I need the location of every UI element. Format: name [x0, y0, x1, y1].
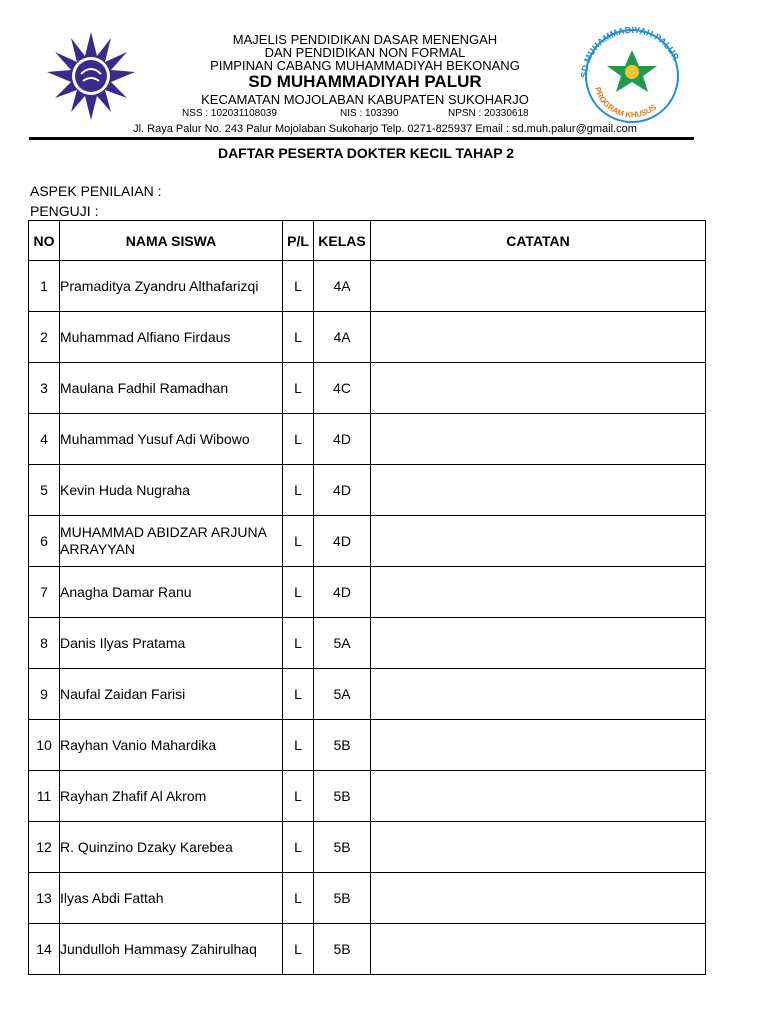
kop-line-5: KECAMATAN MOJOLABAN KABUPATEN SUKOHARJO: [201, 92, 529, 107]
student-name: Anagha Damar Ranu: [60, 567, 283, 618]
class: 4D: [314, 516, 371, 567]
row-number: 13: [29, 873, 60, 924]
row-number: 11: [29, 771, 60, 822]
gender: L: [283, 363, 314, 414]
header-kelas: KELAS: [314, 221, 371, 261]
class: 5B: [314, 924, 371, 975]
student-name: Muhammad Alfiano Firdaus: [60, 312, 283, 363]
kop-line-1: MAJELIS PENDIDIKAN DASAR MENENGAH: [232, 32, 498, 47]
nss-label: NSS : 102031108039: [182, 108, 277, 119]
class: 5B: [314, 873, 371, 924]
school-address: Jl. Raya Palur No. 243 Palur Mojolaban Sukoharjo Telp. 0271-825937 Email : sd.muh.palur@gmail.com: [133, 123, 637, 135]
notes-cell[interactable]: [371, 414, 706, 465]
header-catatan: CATATAN: [371, 221, 706, 261]
gender: L: [283, 924, 314, 975]
student-name: Rayhan Zhafif Al Akrom: [60, 771, 283, 822]
svg-text:PROGRAM KHUSUS: [593, 86, 659, 120]
gender: L: [283, 261, 314, 312]
kop-line-3: PIMPINAN CABANG MUHAMMADIYAH BEKONANG: [210, 58, 520, 73]
header-pl: P/L: [283, 221, 314, 261]
notes-cell[interactable]: [371, 771, 706, 822]
notes-cell[interactable]: [371, 465, 706, 516]
row-number: 3: [29, 363, 60, 414]
header-no: NO: [29, 221, 60, 261]
muhammadiyah-logo-icon: [36, 30, 146, 122]
row-number: 12: [29, 822, 60, 873]
class: 4C: [314, 363, 371, 414]
participant-table: [28, 220, 706, 975]
student-name: Muhammad Yusuf Adi Wibowo: [60, 414, 283, 465]
sd-muhammadiyah-palur-logo-icon: [573, 26, 691, 126]
student-name: Maulana Fadhil Ramadhan: [60, 363, 283, 414]
row-number: 8: [29, 618, 60, 669]
class: 4A: [314, 261, 371, 312]
class: 5B: [314, 822, 371, 873]
student-name: Rayhan Vanio Mahardika: [60, 720, 283, 771]
notes-cell[interactable]: [371, 822, 706, 873]
student-name: Ilyas Abdi Fattah: [60, 873, 283, 924]
class: 4D: [314, 567, 371, 618]
row-number: 7: [29, 567, 60, 618]
table-row: [29, 720, 706, 771]
row-number: 6: [29, 516, 60, 567]
table-row: [29, 414, 706, 465]
class: 5B: [314, 771, 371, 822]
gender: L: [283, 312, 314, 363]
table-row: [29, 924, 706, 975]
class: 4D: [314, 465, 371, 516]
class: 5A: [314, 618, 371, 669]
row-number: 1: [29, 261, 60, 312]
gender: L: [283, 873, 314, 924]
table-row: [29, 363, 706, 414]
notes-cell[interactable]: [371, 669, 706, 720]
notes-cell[interactable]: [371, 516, 706, 567]
gender: L: [283, 618, 314, 669]
letterhead-divider: [29, 137, 694, 140]
logo-arc-bottom: PROGRAM KHUSUS: [592, 85, 659, 120]
class: 5B: [314, 720, 371, 771]
page-title: DAFTAR PESERTA DOKTER KECIL TAHAP 2: [217, 145, 515, 161]
gender: L: [283, 771, 314, 822]
gender: L: [283, 465, 314, 516]
table-row: [29, 312, 706, 363]
notes-cell[interactable]: [371, 261, 706, 312]
gender: L: [283, 414, 314, 465]
row-number: 4: [29, 414, 60, 465]
student-name: MUHAMMAD ABIDZAR ARJUNA ARRAYYAN: [60, 516, 283, 567]
school-name: SD MUHAMMADIYAH PALUR: [248, 72, 482, 91]
table-row: [29, 771, 706, 822]
gender: L: [283, 567, 314, 618]
header-nama-siswa: NAMA SISWA: [60, 221, 283, 261]
student-name: R. Quinzino Dzaky Karebea: [60, 822, 283, 873]
row-number: 5: [29, 465, 60, 516]
table-header-row: [29, 221, 706, 261]
notes-cell[interactable]: [371, 567, 706, 618]
notes-cell[interactable]: [371, 312, 706, 363]
student-name: Jundulloh Hammasy Zahirulhaq: [60, 924, 283, 975]
logo-arc-top: SD MUHAMMADIYAH PALUR: [578, 26, 681, 79]
class: 4D: [314, 414, 371, 465]
gender: L: [283, 669, 314, 720]
notes-cell[interactable]: [371, 618, 706, 669]
notes-cell[interactable]: [371, 924, 706, 975]
student-name: Kevin Huda Nugraha: [60, 465, 283, 516]
row-number: 14: [29, 924, 60, 975]
table-row: [29, 618, 706, 669]
table-row: [29, 465, 706, 516]
nis-label: NIS : 103390: [340, 108, 399, 119]
kop-line-2: DAN PENDIDIKAN NON FORMAL: [264, 45, 466, 60]
notes-cell[interactable]: [371, 873, 706, 924]
npsn-label: NPSN : 20330618: [448, 108, 529, 119]
student-name: Naufal Zaidan Farisi: [60, 669, 283, 720]
table-row: [29, 516, 706, 567]
student-name: Danis Ilyas Pratama: [60, 618, 283, 669]
penguji-label: PENGUJI :: [30, 203, 99, 219]
table-row: [29, 567, 706, 618]
table-row: [29, 669, 706, 720]
gender: L: [283, 822, 314, 873]
gender: L: [283, 516, 314, 567]
table-row: [29, 261, 706, 312]
class: 5A: [314, 669, 371, 720]
row-number: 2: [29, 312, 60, 363]
student-name: Pramaditya Zyandru Althafarizqi: [60, 261, 283, 312]
gender: L: [283, 720, 314, 771]
row-number: 9: [29, 669, 60, 720]
table-row: [29, 873, 706, 924]
table-row: [29, 822, 706, 873]
notes-cell[interactable]: [371, 363, 706, 414]
aspek-penilaian-label: ASPEK PENILAIAN :: [30, 183, 162, 199]
row-number: 10: [29, 720, 60, 771]
class: 4A: [314, 312, 371, 363]
notes-cell[interactable]: [371, 720, 706, 771]
